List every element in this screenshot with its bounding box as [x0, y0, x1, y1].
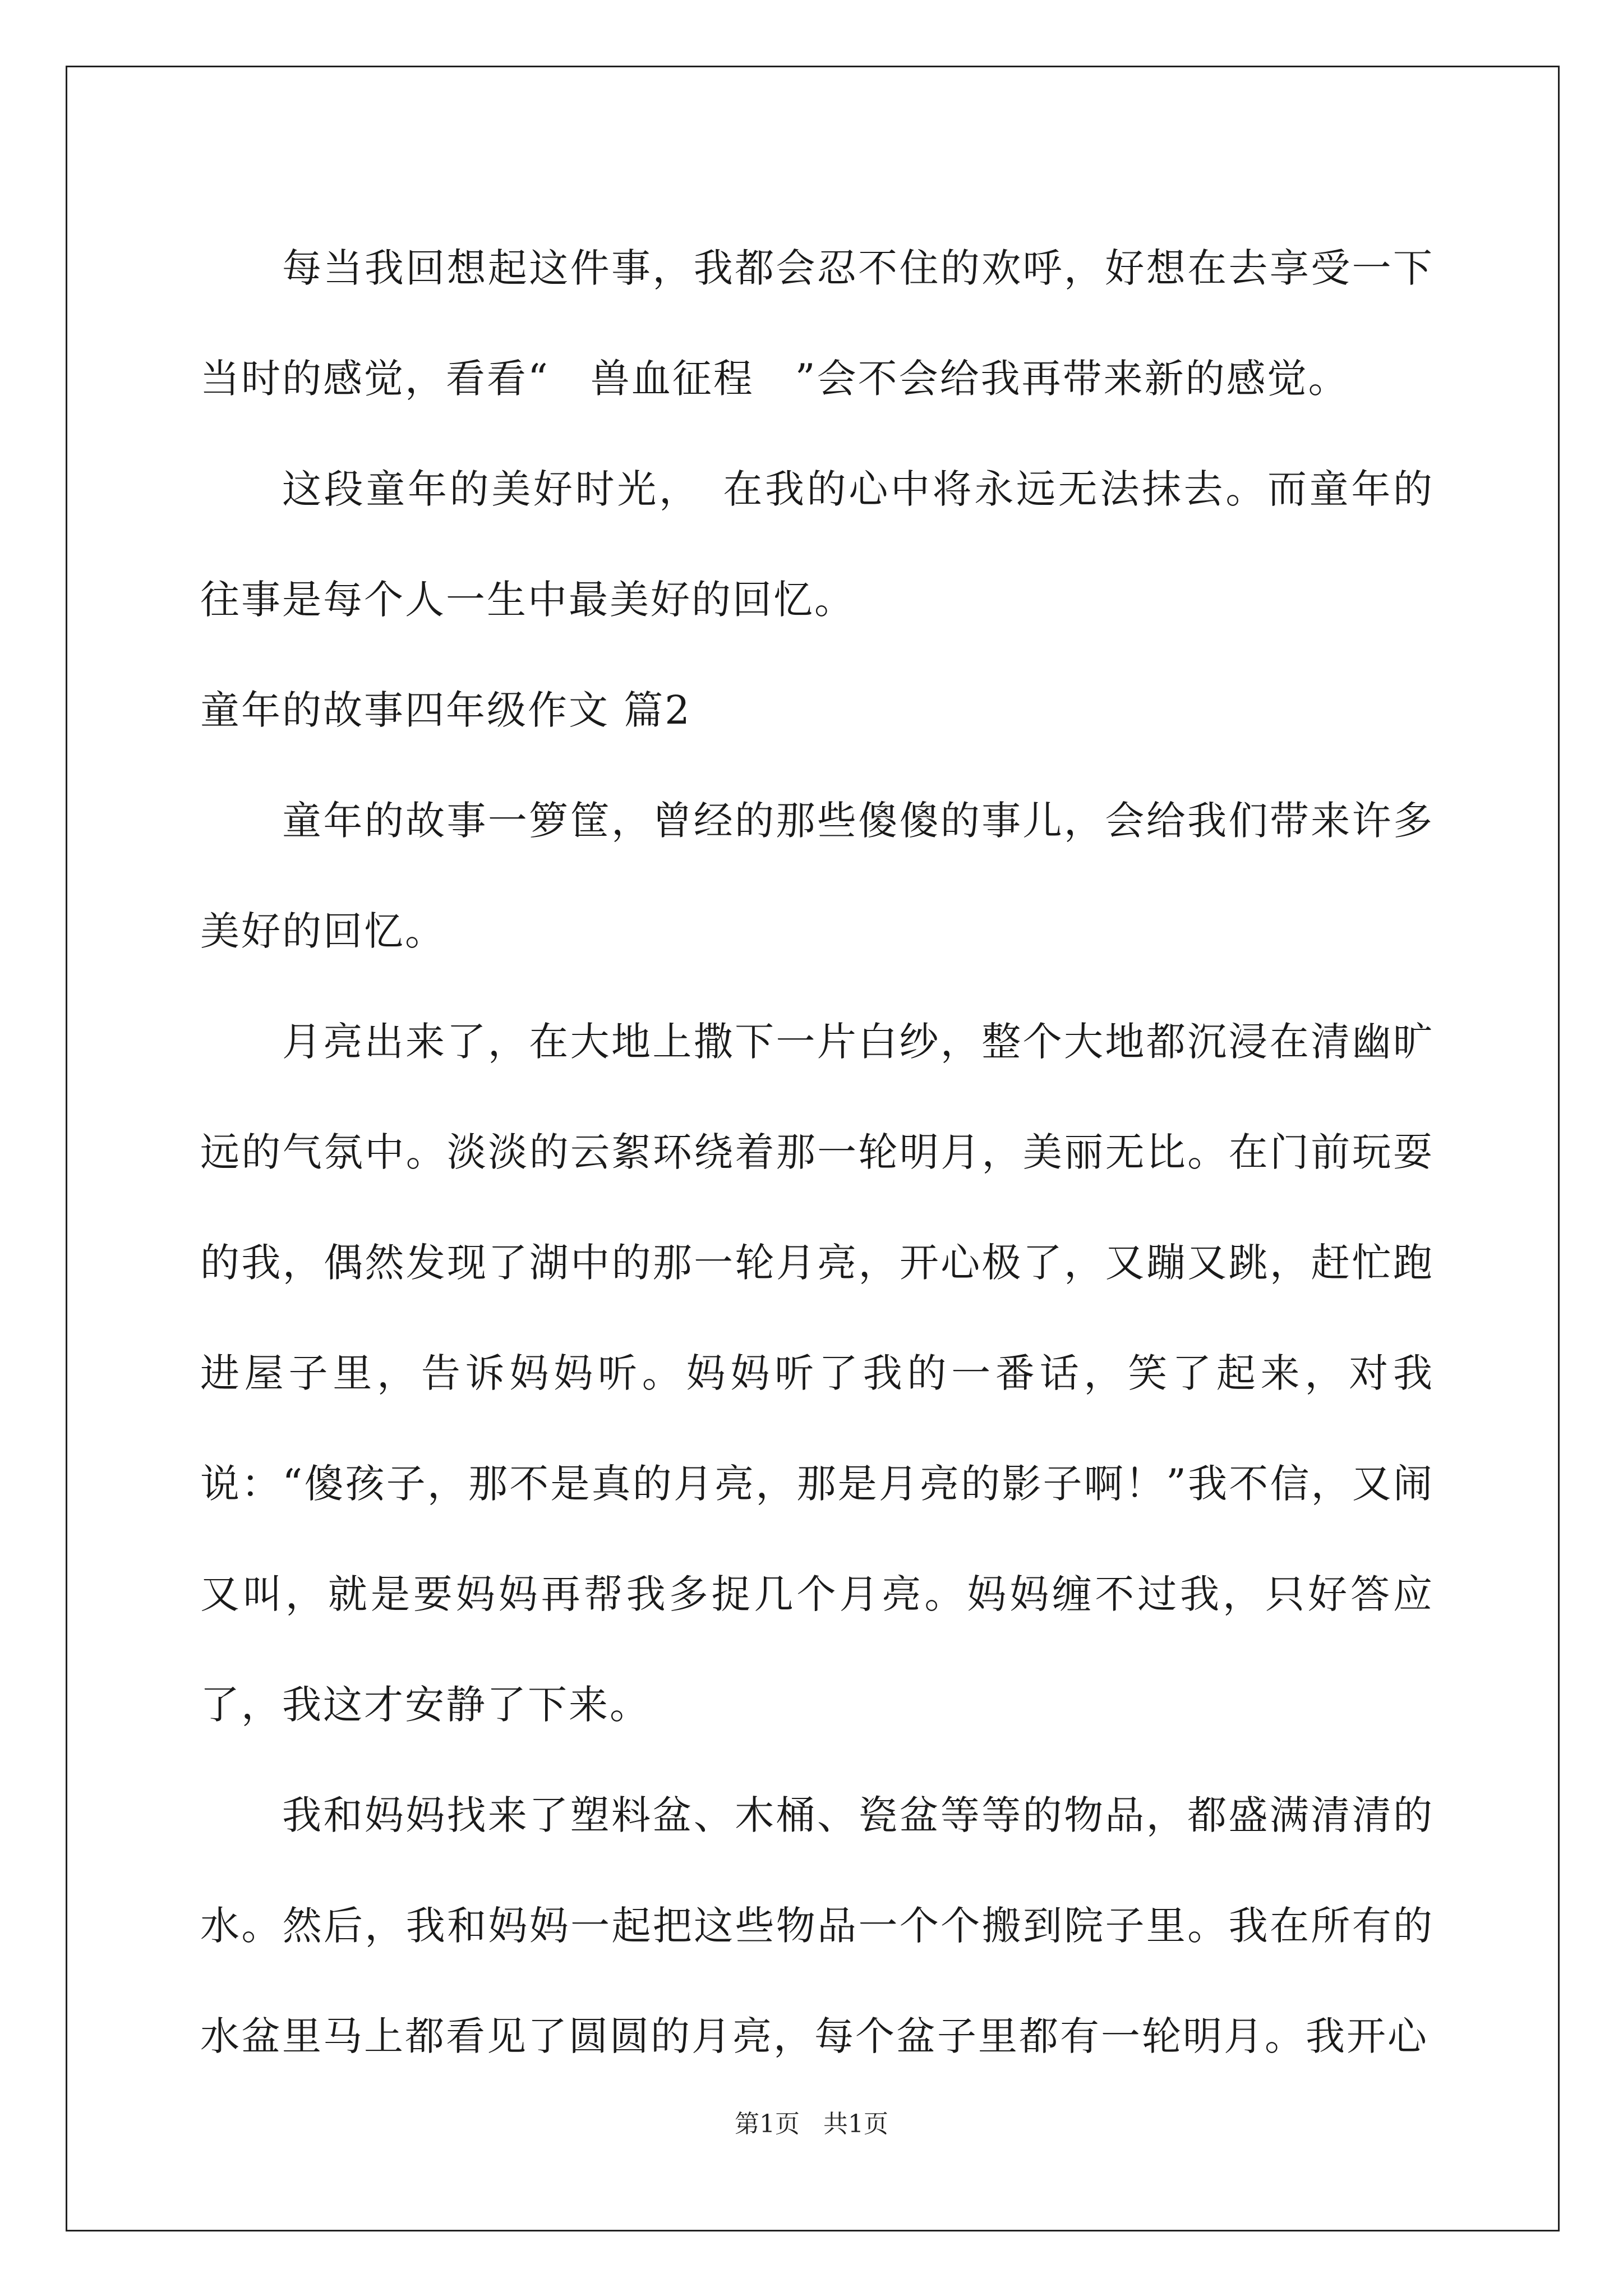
paragraph: 这段童年的美好时光， 在我的心中将永远无法抹去。而童年的往事是每个人一生中最美好的回忆。 [200, 466, 1434, 623]
paragraph: 我和妈妈找来了塑料盆、木桶、瓷盆等等的物品，都盛满清清的水。然后，我和妈妈一起把这些物品一个个搬到院子里。我在所有的水盆里马上都看见了圆圆的月亮，每个盆子里都有一轮明月。我开心 [200, 1792, 1434, 2059]
paragraph: 月亮出来了，在大地上撒下一片白纱，整个大地都沉浸在清幽旷远的气氛中。淡淡的云絮环绕着那一轮明月，美丽无比。在门前玩耍的我，偶然发现了湖中的那一轮月亮，开心极了，又蹦又跳，赶忙跑进屋子里，告诉妈妈听。妈妈听了我的一番话，笑了起来，对我说：“傻孩子，那不是真的月亮，那是月亮的影子啊！”我不信，又闹又叫，就是要妈妈再帮我多捉几个月亮。妈妈缠不过我，只好答应了，我这才安静了下来。 [200, 1019, 1434, 1728]
paragraph: 童年的故事一箩筐，曾经的那些傻傻的事儿，会给我们带来许多美好的回忆。 [200, 798, 1434, 954]
page-number: 第1页 [735, 2110, 800, 2138]
paragraph: 每当我回想起这件事，我都会忍不住的欢呼，好想在去享受一下当时的感觉，看看“ 兽血征程 ”会不会给我再带来新的感觉。 [200, 245, 1434, 402]
page-footer [0, 2104, 1623, 2139]
document-body [200, 213, 1434, 2092]
section-heading: 童年的故事四年级作文 篇2 [200, 687, 691, 733]
page-total: 共1页 [823, 2110, 888, 2138]
